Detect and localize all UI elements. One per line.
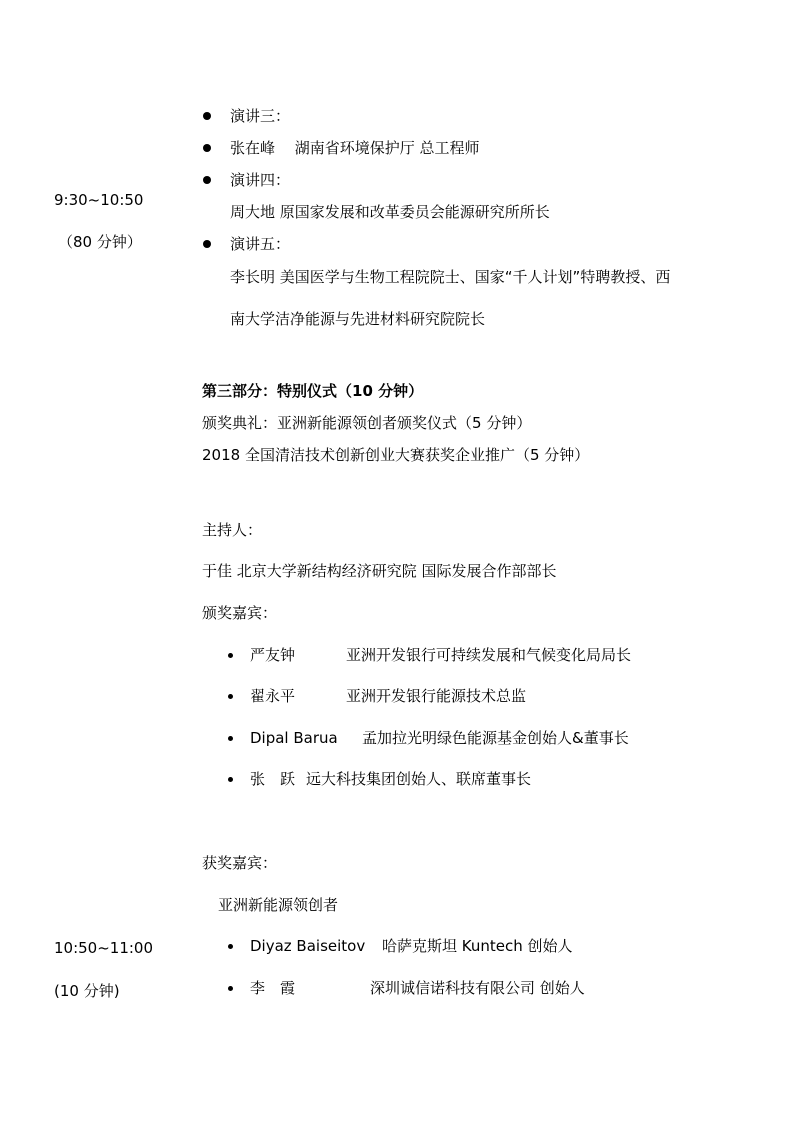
bullet-icon (228, 986, 233, 991)
presenter-title: 孟加拉光明绿色能源基金创始人&董事长 (362, 729, 629, 747)
winner-name: 李 霞 (250, 979, 296, 997)
speech-5-speaker-line2: 南大学洁净能源与先进材料研究院院长 (230, 310, 486, 328)
host-name: 于佳 北京大学新结构经济研究院 国际发展合作部部长 (202, 562, 557, 580)
winner-name: Diyaz Baiseitov (250, 937, 366, 955)
bullet-icon (203, 176, 211, 184)
presenter-name: Dipal Barua (250, 729, 338, 747)
time-slot-2: 10:50~11:00 (54, 939, 154, 957)
speech-3-label: 演讲三： (230, 107, 291, 125)
bullet-icon (228, 694, 233, 699)
speech-3-speaker: 张在峰 湖南省环境保护厅 总工程师 (230, 139, 480, 157)
time-slot-1-duration: （80 分钟） (58, 233, 142, 251)
bullet-icon (203, 240, 211, 248)
part3-heading: 第三部分：特别仪式（10 分钟） (202, 382, 424, 400)
time-slot-1: 9:30~10:50 (54, 191, 144, 209)
presenter-title: 亚洲开发银行能源技术总监 (346, 687, 527, 705)
part3-promotion: 2018 全国清洁技术创新创业大赛获奖企业推广（5 分钟） (202, 446, 590, 464)
winners-category: 亚洲新能源领创者 (218, 896, 339, 914)
speech-5-label: 演讲五： (230, 235, 291, 253)
time-slot-2-duration: (10 分钟) (54, 982, 120, 1000)
winner-title: 哈萨克斯坦 Kuntech 创始人 (382, 937, 573, 955)
presenter-name: 严友钟 (250, 646, 296, 664)
presenter-name: 张 跃 (250, 770, 296, 788)
presenter-name: 翟永平 (250, 687, 296, 705)
host-label: 主持人： (202, 521, 263, 539)
bullet-icon (228, 736, 233, 741)
speech-4-speaker: 周大地 原国家发展和改革委员会能源研究所所长 (230, 203, 550, 221)
part3-award-ceremony: 颁奖典礼：亚洲新能源领创者颁奖仪式（5 分钟） (202, 414, 532, 432)
bullet-icon (228, 653, 233, 658)
presenter-title: 亚洲开发银行可持续发展和气候变化局局长 (346, 646, 632, 664)
winners-label: 获奖嘉宾： (202, 854, 278, 872)
bullet-icon (228, 944, 233, 949)
winner-title: 深圳诚信诺科技有限公司 创始人 (370, 979, 585, 997)
presenter-title: 远大科技集团创始人、联席董事长 (306, 770, 532, 788)
bullet-icon (228, 777, 233, 782)
speech-5-speaker-line1: 李长明 美国医学与生物工程院院士、国家“千人计划”特聘教授、西 (230, 268, 671, 286)
bullet-icon (203, 112, 211, 120)
speech-4-label: 演讲四： (230, 171, 291, 189)
bullet-icon (203, 144, 211, 152)
presenters-label: 颁奖嘉宾： (202, 604, 278, 622)
